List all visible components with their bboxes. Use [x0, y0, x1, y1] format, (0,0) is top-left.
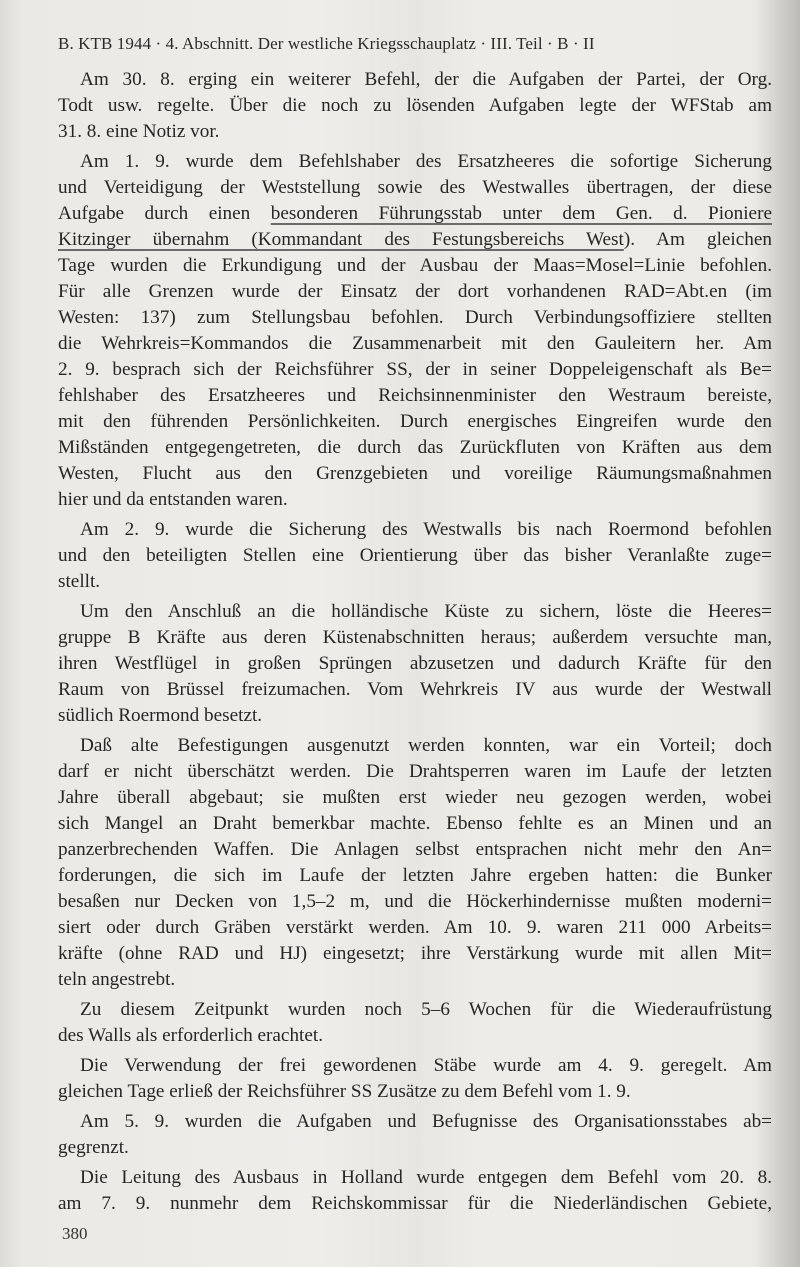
- text-line: panzerbrechenden Waffen. Die Anlagen selbst entsprachen nicht mehr den An=: [58, 839, 772, 860]
- text-line: Raum von Brüssel freizumachen. Vom Wehrkreis IV aus wurde der Westwall: [58, 679, 772, 700]
- text-line: und den beteiligten Stellen eine Orientierung über das bisher Veranlaßte zuge=: [58, 545, 772, 566]
- text-line: Westen, Flucht aus den Grenzgebieten und voreilige Räumungsmaßnahmen: [58, 463, 772, 484]
- text-segment: ). Am gleichen: [623, 229, 772, 250]
- text-line: mit den führenden Persönlichkeiten. Durch energisches Eingreifen wurde den: [58, 411, 772, 432]
- paragraph: [58, 599, 772, 729]
- text-line: Am 1. 9. wurde dem Befehlshaber des Ersatzheeres die sofortige Sicherung: [80, 151, 772, 172]
- text-line: 31. 8. eine Notiz vor.: [58, 121, 220, 142]
- text-line: Daß alte Befestigungen ausgenutzt werden konnten, war ein Vorteil; doch: [80, 735, 772, 756]
- text-line: ihren Westflügel in großen Sprüngen abzusetzen und dadurch Kräfte für den: [58, 653, 772, 674]
- text-line: Die Leitung des Ausbaus in Holland wurde entgegen dem Befehl vom 20. 8.: [80, 1167, 772, 1188]
- text-line: Mißständen entgegengetreten, die durch das Zurückfluten von Kräften aus dem: [58, 437, 772, 458]
- text-line: Am 30. 8. erging ein weiterer Befehl, der die Aufgaben der Partei, der Org.: [80, 69, 772, 90]
- paragraph: [58, 1053, 772, 1105]
- paragraph: [58, 1165, 772, 1217]
- text-line: gegrenzt.: [58, 1137, 129, 1158]
- text-line: besaßen nur Decken von 1,5–2 m, und die Höckerhindernisse mußten moderni=: [58, 891, 772, 912]
- text-line: Todt usw. regelte. Über die noch zu lösenden Aufgaben legte der WFStab am: [58, 95, 772, 116]
- text-line: sich Mangel an Draht bemerkbar machte. Ebenso fehlte es an Minen und an: [58, 813, 772, 834]
- text-line: am 7. 9. nunmehr dem Reichskommissar für die Niederländischen Gebiete,: [58, 1193, 772, 1214]
- body-text: [58, 67, 772, 1221]
- text-line: Die Verwendung der frei gewordenen Stäbe wurde am 4. 9. geregelt. Am: [80, 1055, 772, 1076]
- paragraph: [58, 67, 772, 145]
- paragraph: [58, 733, 772, 993]
- text-line: siert oder durch Gräben verstärkt werden. Am 10. 9. waren 211 000 Arbeits=: [58, 917, 772, 938]
- text-line: 2. 9. besprach sich der Reichsführer SS, der in seiner Doppeleigenschaft als Be=: [58, 359, 772, 380]
- text-line: die Wehrkreis=Kommandos die Zusammenarbeit mit den Gauleitern her. Am: [58, 333, 772, 354]
- running-header: B. KTB 1944 · 4. Abschnitt. Der westliche Kriegsschauplatz · III. Teil · B · II: [58, 34, 595, 53]
- paragraph: [58, 997, 772, 1049]
- paragraph: [58, 149, 772, 513]
- underlined-text: besonderen Führungsstab unter dem Gen. d. Pioniere: [270, 203, 772, 224]
- text-line: darf er nicht überschätzt werden. Die Drahtsperren waren im Laufe der letzten: [58, 761, 772, 782]
- text-line: Für alle Grenzen wurde der Einsatz der dort vorhandenen RAD=Abt.en (im: [58, 281, 772, 302]
- paragraph: [58, 517, 772, 595]
- text-line: [58, 227, 772, 253]
- page-number: 380: [62, 1224, 88, 1243]
- text-line: südlich Roermond besetzt.: [58, 705, 263, 726]
- text-line: forderungen, die sich im Laufe der letzten Jahre ergeben hatten: die Bunker: [58, 865, 772, 886]
- text-line: Um den Anschluß an die holländische Küste zu sichern, löste die Heeres=: [80, 601, 772, 622]
- text-line: stellt.: [58, 571, 101, 592]
- text-line: Westen: 137) zum Stellungsbau befohlen. Durch Verbindungsoffiziere stellten: [58, 307, 772, 328]
- paragraph: [58, 1109, 772, 1161]
- text-line: Am 5. 9. wurden die Aufgaben und Befugnisse des Organisationsstabes ab=: [80, 1111, 772, 1132]
- text-line: gruppe B Kräfte aus deren Küstenabschnitten heraus; außerdem versuchte man,: [58, 627, 772, 648]
- underlined-text: Kitzinger übernahm (Kommandant des Festungsbereichs West: [58, 229, 624, 250]
- text-segment: Aufgabe durch einen: [58, 203, 271, 224]
- text-line: Am 2. 9. wurde die Sicherung des Westwalls bis nach Roermond befohlen: [80, 519, 772, 540]
- text-line: Tage wurden die Erkundigung und der Ausbau der Maas=Mosel=Linie befohlen.: [58, 255, 772, 276]
- text-line: Jahre überall abgebaut; sie mußten erst wieder neu gezogen werden, wobei: [58, 787, 772, 808]
- text-line: Zu diesem Zeitpunkt wurden noch 5–6 Wochen für die Wiederaufrüstung: [80, 999, 772, 1020]
- text-line: gleichen Tage erließ der Reichsführer SS Zusätze zu dem Befehl vom 1. 9.: [58, 1081, 631, 1102]
- text-line: kräfte (ohne RAD und HJ) eingesetzt; ihre Verstärkung wurde mit allen Mit=: [58, 943, 772, 964]
- text-line: [58, 201, 772, 227]
- text-line: und Verteidigung der Weststellung sowie des Westwalles übertragen, der diese: [58, 177, 772, 198]
- text-line: des Walls als erforderlich erachtet.: [58, 1025, 324, 1046]
- text-line: teln angestrebt.: [58, 969, 176, 990]
- text-line: hier und da entstanden waren.: [58, 489, 288, 510]
- text-line: fehlshaber des Ersatzheeres und Reichsinnenminister den Westraum bereiste,: [58, 385, 772, 406]
